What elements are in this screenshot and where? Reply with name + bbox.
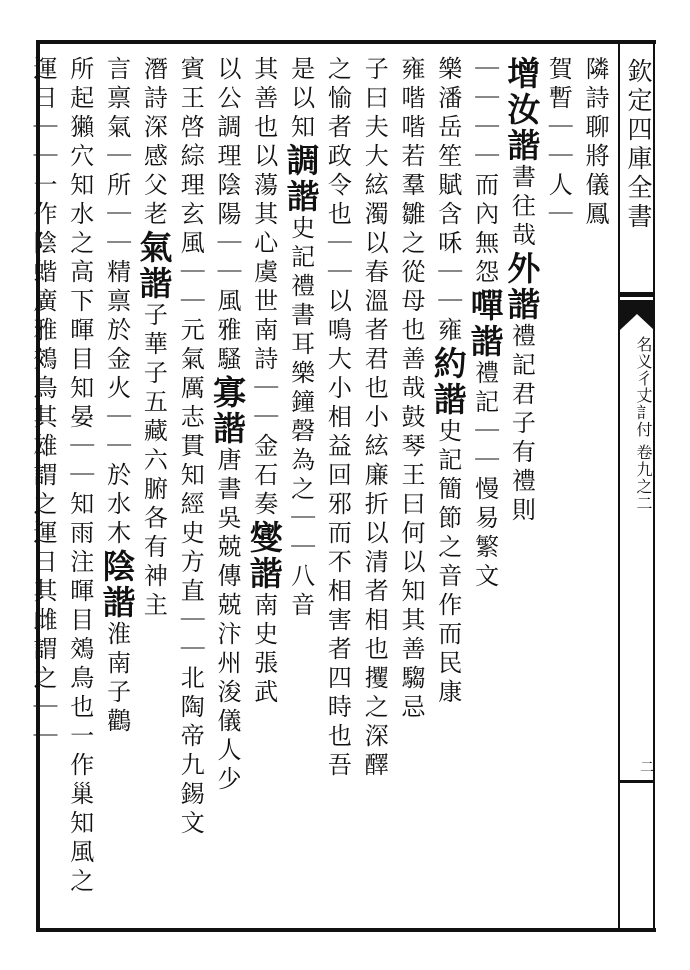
- text-column: [578, 56, 612, 230]
- column-text: 巢知風之: [65, 781, 94, 897]
- headword: 嘽諧: [465, 288, 505, 360]
- column-text: 子華子五藏六腑各有神主: [139, 302, 168, 621]
- text-column: [320, 56, 354, 781]
- margin-bar-top: [620, 292, 654, 297]
- fish-tail-icon: [620, 300, 654, 340]
- text-column: [357, 56, 391, 781]
- column-text: ｜｜: [470, 56, 499, 114]
- column-text: 賓王啓綜理玄風｜｜元氣: [176, 56, 205, 375]
- headword: 寡諧: [208, 375, 247, 447]
- column-text: 禮記｜｜慢易繁文: [470, 360, 499, 592]
- text-column: [244, 56, 284, 708]
- column-text: 言禀氣｜所｜｜: [102, 56, 131, 259]
- column-text: 禮記君子有禮則: [507, 323, 536, 526]
- text-column: [208, 56, 247, 795]
- text-column: [26, 56, 60, 752]
- headword: 氣諧: [134, 230, 174, 302]
- column-text: 史記禮書耳樂鐘磬為之｜｜八音: [286, 215, 315, 621]
- text-column: [465, 56, 505, 592]
- margin-book-title: 欽定四庫全書: [624, 58, 653, 232]
- column-text: 厲志貫知經史方直｜｜北陶: [176, 375, 205, 723]
- frame-bottom-border: [36, 928, 656, 932]
- column-text: ｜｜而內無怨: [470, 114, 499, 288]
- headword: 約諧: [428, 346, 468, 418]
- headword: 陰諧: [97, 549, 137, 621]
- column-text: 隣詩聊將儀鳳: [581, 56, 609, 230]
- text-column: [173, 56, 207, 839]
- column-text: 史記: [433, 418, 462, 476]
- column-text: 書往哉: [507, 164, 536, 251]
- text-column: [134, 56, 174, 621]
- column-text: 賀暫｜｜人｜: [544, 56, 573, 230]
- text-column: [281, 56, 321, 621]
- column-text: 運日｜｜一作陰蝔廣雅鵁鳥其雄謂之運日其雌謂之｜｜: [29, 56, 57, 752]
- frame-top-border: [36, 40, 656, 44]
- column-text: 南史張武: [249, 592, 278, 708]
- column-text: 善哉鼓琴王曰何以知其善騶忌: [397, 346, 425, 723]
- column-text: 精禀於金火｜｜於水木: [102, 259, 131, 549]
- column-text: 其善也: [249, 56, 278, 143]
- column-text: 淮南子鸛: [102, 621, 131, 737]
- column-text: 雍喈喈若羣雛之從母也: [397, 56, 425, 346]
- margin-bar-bottom: [620, 780, 654, 783]
- headword: 外諧: [502, 251, 542, 323]
- margin-divider: [618, 44, 620, 928]
- column-text: 帝九錫文: [176, 723, 205, 839]
- column-text: 之愉者政令也｜｜以鳴大小相益回邪而不相害者四時也吾: [323, 56, 352, 781]
- column-text: 簡節之音作而民康: [433, 476, 462, 708]
- page-number: 二: [640, 760, 654, 776]
- column-text: 唐書吳兢傳兢汴州浚儀人少: [213, 447, 241, 795]
- column-text: 是以知: [286, 56, 315, 143]
- column-text: 子曰夫大絃濁以春溫者君也小絃廉折以清者相也攫之深醳: [360, 56, 389, 781]
- headword: 調諧: [281, 143, 321, 215]
- column-text: 潛詩深感父老: [139, 56, 168, 230]
- margin-chapter: 名义彳丈訁付 卷九之二: [634, 336, 653, 513]
- text-column: [428, 56, 468, 708]
- column-text: 樂潘岳笙賦含咊｜｜雍: [433, 56, 462, 346]
- headword: 燮諧: [244, 520, 284, 592]
- column-text: 以公調理陰陽｜｜風雅騷: [213, 56, 241, 375]
- text-column: [502, 56, 542, 526]
- text-column: [541, 56, 575, 230]
- column-text: 所起獺穴知水之高下暉目知晏｜｜知雨注暉目鵁鳥也一作: [65, 56, 94, 781]
- headword: 增汝諧: [502, 56, 542, 164]
- text-column: [97, 56, 137, 737]
- column-text: 以蕩其心虞世南詩｜｜金石奏: [249, 143, 278, 520]
- text-column: [63, 56, 97, 897]
- text-column: [394, 56, 428, 723]
